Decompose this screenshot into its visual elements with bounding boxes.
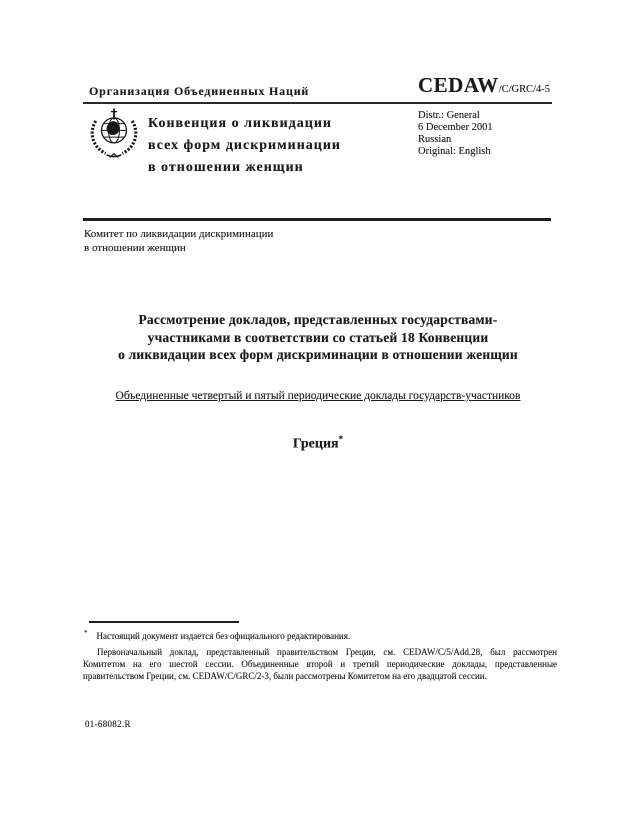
convention-title-line: в отношении женщин <box>148 160 304 175</box>
doc-symbol <box>418 73 550 98</box>
org-name: Организация Объединенных Наций <box>89 84 310 98</box>
doc-symbol-main: CEDAW <box>418 73 499 97</box>
distr-line: Distr.: General <box>418 110 480 121</box>
committee-name <box>84 227 273 255</box>
header-rule-thick <box>83 218 551 221</box>
page-title-line: участниками в соответствии со статьей 18 Конвенции <box>147 329 489 345</box>
committee-line: Комитет по ликвидации дискриминации <box>84 228 274 240</box>
footnote-1 <box>84 627 556 642</box>
convention-title <box>148 113 341 179</box>
distr-line: 6 December 2001 <box>418 122 493 133</box>
country-heading <box>83 434 553 453</box>
footnote-separator <box>89 621 239 623</box>
report-subtitle: Объединенные четвертый и пятый периодические доклады государств-участников <box>115 390 521 402</box>
distr-line: Original: English <box>418 146 491 157</box>
distribution-block <box>418 110 493 158</box>
page-title <box>83 311 553 364</box>
page-title-line: о ликвидации всех форм дискриминации в отношении женщин <box>118 347 518 362</box>
convention-title-line: Конвенция о ликвидации <box>148 116 332 131</box>
distr-line: Russian <box>418 134 452 145</box>
page-title-line: Рассмотрение докладов, представленных государствами- <box>138 312 498 327</box>
un-emblem-icon <box>88 106 140 161</box>
convention-title-line: всех форм дискриминации <box>148 138 341 153</box>
doc-symbol-suffix: /C/GRC/4-5 <box>498 84 551 95</box>
country-name: Греция <box>292 436 339 452</box>
footnote-marker: * <box>84 629 88 637</box>
footnote-2: Первоначальный доклад, представленный правительством Греции, см. CEDAW/C/5/Add.28, был рассмотрен Комитетом на его шестой сессии. Объединенные второй и третий периодические доклады, представленные правительством Греции, см. CEDAW/C/GRC/2-3, были рассмотрены Комитетом на его двадцатой сессии. <box>83 647 557 681</box>
header-rule-thin <box>83 102 552 104</box>
footnote-1-text: Настоящий документ издается без официального редактирования. <box>96 631 351 641</box>
country-footnote-marker: * <box>338 434 344 444</box>
committee-line: в отношении женщин <box>84 242 186 254</box>
document-number: 01-68082.R <box>85 719 131 729</box>
